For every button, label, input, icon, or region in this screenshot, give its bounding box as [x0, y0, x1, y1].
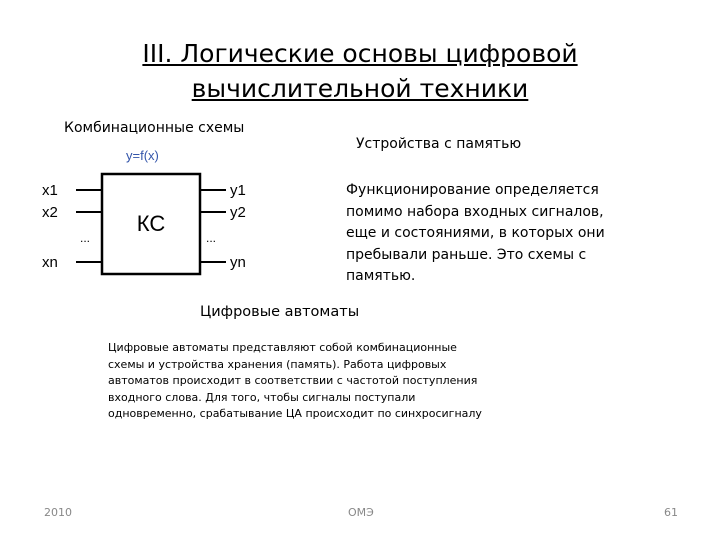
- output-label-2: y2: [230, 204, 246, 221]
- footer-page-number: 61: [664, 506, 678, 519]
- circuit-box-label: КС: [136, 211, 166, 236]
- input-label-2: x2: [42, 204, 58, 221]
- memory-devices-heading: Устройства с памятью: [356, 136, 522, 152]
- combinational-heading: Комбинационные схемы: [64, 120, 245, 136]
- output-ellipsis: ...: [206, 231, 217, 245]
- combinational-circuit-diagram: [36, 170, 256, 280]
- function-formula: y=f(x): [126, 148, 159, 163]
- footer-year: 2010: [44, 506, 72, 519]
- footer-center-text: ОМЭ: [348, 506, 374, 519]
- memory-devices-description: Функционирование определяется помимо набора входных сигналов, еще и состояниями, в которых они пребывали раньше. Это схемы с памятью.: [346, 182, 605, 284]
- slide-title: III. Логические основы цифровой вычислительной техники: [142, 39, 578, 103]
- digital-automata-heading: Цифровые автоматы: [200, 304, 360, 320]
- input-label-1: x1: [42, 182, 58, 199]
- digital-automata-description: Цифровые автоматы представляют собой комбинационные схемы и устройства хранения (память). Работа цифровых автоматов происходит в соответствии с частотой поступления входного слова. Для того, чтобы сигналы поступали одновременно, срабатывание ЦА происходит по синхросигналу: [108, 341, 482, 421]
- output-label-1: y1: [230, 182, 246, 199]
- input-ellipsis: ...: [80, 231, 91, 245]
- input-label-n: xn: [42, 254, 58, 271]
- output-label-n: yn: [230, 254, 246, 271]
